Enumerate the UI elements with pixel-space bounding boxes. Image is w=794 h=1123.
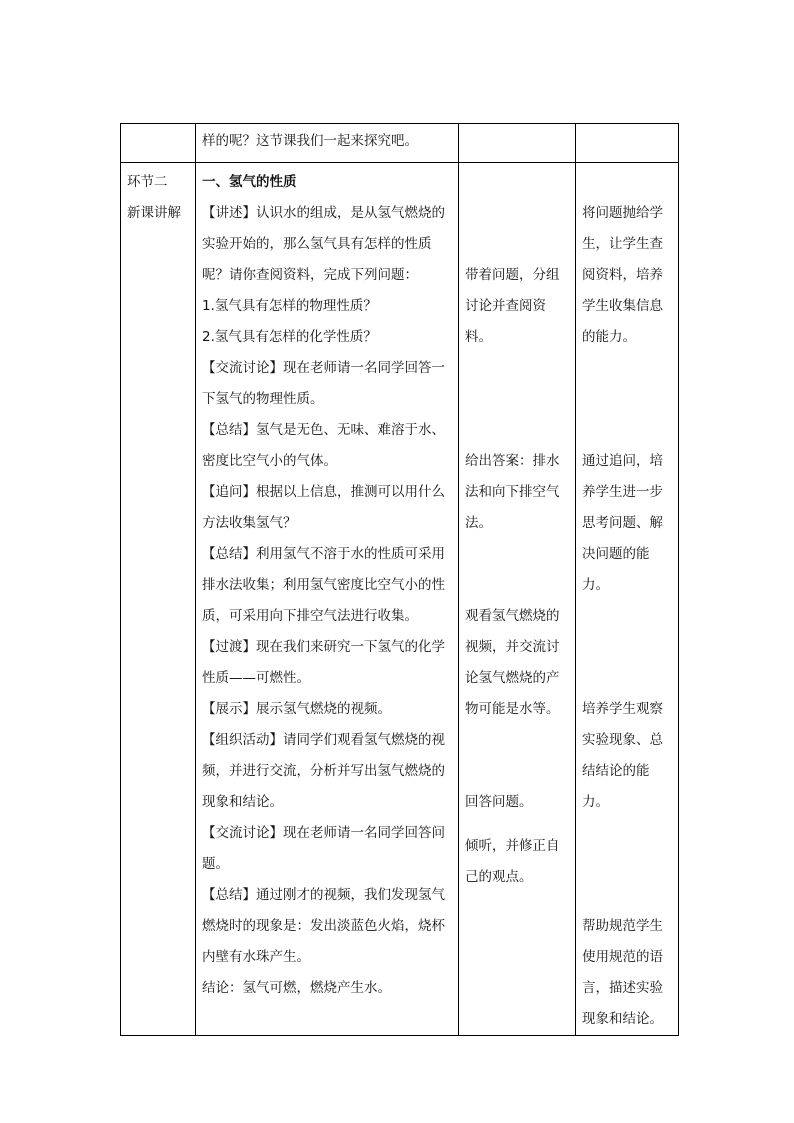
design-intent: 将问题抛给学生，让学生查阅资料，培养学生收集信息的能力。 xyxy=(582,205,663,345)
teacher-step: 【交流讨论】现在老师请一名同学回答一下氢气的物理性质。 xyxy=(202,360,445,407)
teacher-step: 【总结】通过刚才的视频，我们发现氢气燃烧时的现象是：发出淡蓝色火焰，烧杯内壁有水珠产生。 xyxy=(202,887,445,965)
student-activity-cell xyxy=(459,163,576,1036)
teacher-step: 【展示】展示氢气燃烧的视频。 xyxy=(202,701,391,717)
stage-label: 环节二 xyxy=(127,174,168,190)
stage-cell xyxy=(121,124,196,163)
design-intent: 通过追问，培养学生进一步思考问题、解决问题的能力。 xyxy=(582,453,663,593)
design-intent-cell xyxy=(576,124,679,163)
teacher-step: 【讲述】认识水的组成，是从氢气燃烧的实验开始的，那么氢气具有怎样的性质呢？请你查阅资料，完成下列问题： xyxy=(202,205,445,283)
section-heading: 一、氢气的性质 xyxy=(202,174,297,190)
student-step: 给出答案：排水法和向下排空气法。 xyxy=(465,453,560,531)
table-row xyxy=(121,163,679,1036)
student-step: 观看氢气燃烧的视频，并交流讨论氢气燃烧的产物可能是水等。 xyxy=(465,608,560,717)
student-step: 倾听，并修正自己的观点。 xyxy=(465,838,560,885)
teacher-activity-cell xyxy=(196,163,459,1036)
stage-cell xyxy=(121,163,196,1036)
teacher-step: 1.氢气具有怎样的物理性质？ xyxy=(202,298,377,314)
teacher-step: 【总结】利用氢气不溶于水的性质可采用排水法收集；利用氢气密度比空气小的性质，可采用向下排空气法进行收集。 xyxy=(202,546,445,624)
teacher-step: 结论：氢气可燃，燃烧产生水。 xyxy=(202,980,391,996)
design-intent: 帮助规范学生使用规范的语言，描述实验现象和结论。 xyxy=(582,918,663,1027)
teacher-step: 2.氢气具有怎样的化学性质？ xyxy=(202,329,377,345)
design-intent-cell xyxy=(576,163,679,1036)
lesson-plan-table xyxy=(120,123,679,1036)
teacher-step: 【追问】根据以上信息，推测可以用什么方法收集氢气？ xyxy=(202,484,445,531)
teacher-step: 【过渡】现在我们来研究一下氢气的化学性质——可燃性。 xyxy=(202,639,445,686)
table-row xyxy=(121,124,679,163)
teacher-activity-cell: 样的呢？这节课我们一起来探究吧。 xyxy=(196,124,459,163)
teacher-step: 【总结】氢气是无色、无味、难溶于水、密度比空气小的气体。 xyxy=(202,422,445,469)
teacher-step: 【组织活动】请同学们观看氢气燃烧的视频，并进行交流，分析并写出氢气燃烧的现象和结论。 xyxy=(202,732,445,810)
student-activity-cell xyxy=(459,124,576,163)
student-step: 带着问题，分组讨论并查阅资料。 xyxy=(465,267,560,345)
design-intent: 培养学生观察实验现象、总结结论的能力。 xyxy=(582,701,663,810)
stage-name: 新课讲解 xyxy=(127,205,181,221)
student-step: 回答问题。 xyxy=(465,794,533,810)
teacher-step: 【交流讨论】现在老师请一名同学回答问题。 xyxy=(202,825,445,872)
